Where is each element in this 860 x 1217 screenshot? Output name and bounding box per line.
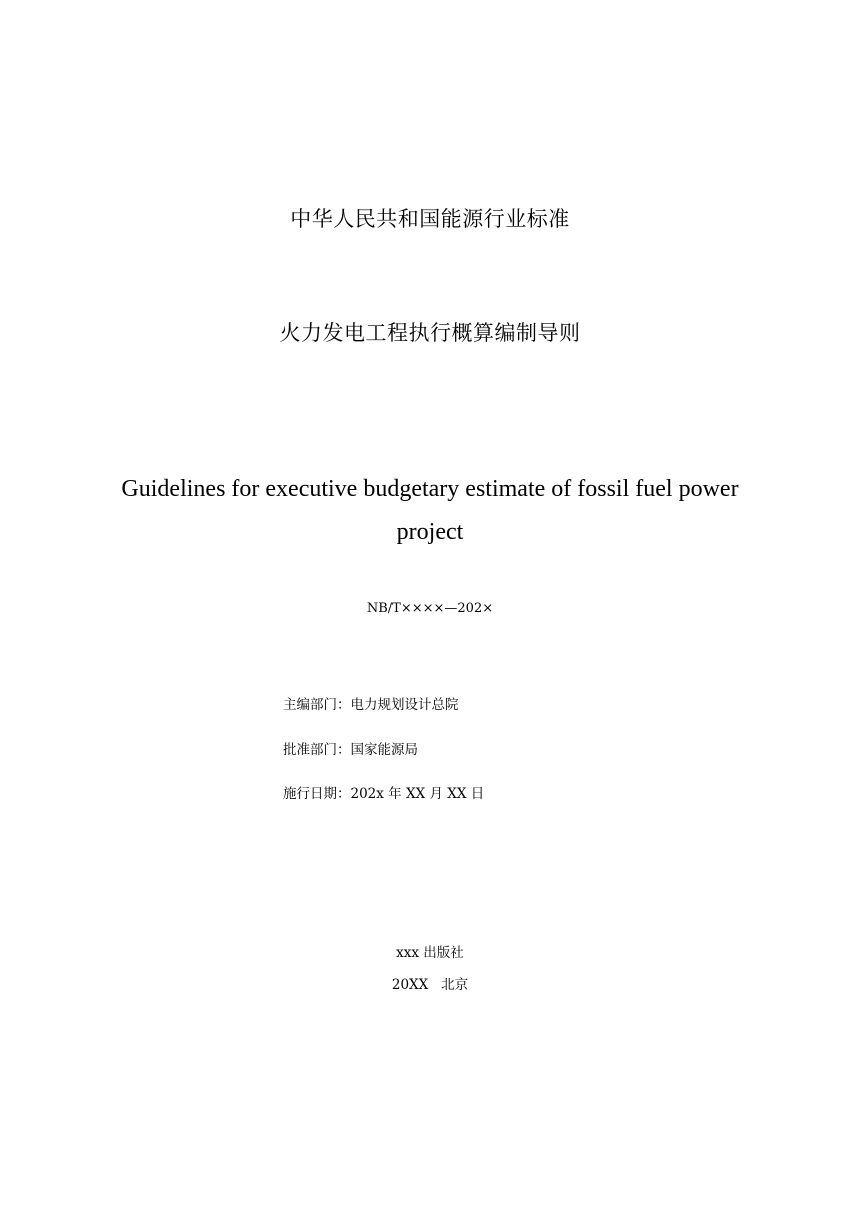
effective-date-row [283, 782, 484, 802]
effective-date-value: 202x 年 XX 月 XX 日 [350, 786, 485, 802]
approver-department-value: 国家能源局 [350, 742, 418, 758]
publish-year-place: 20XX 北京 [391, 977, 469, 993]
editor-department-value: 电力规划设计总院 [350, 697, 459, 713]
editor-department-row [283, 693, 459, 713]
effective-date-label: 施行日期： [283, 786, 351, 802]
approver-department-label: 批准部门： [283, 742, 351, 758]
approver-department-row [283, 738, 418, 758]
document-chinese-title: 火力发电工程执行概算编制导则 [279, 321, 581, 345]
document-english-title-line1: Guidelines for executive budgetary estimate of fossil fuel power [121, 476, 739, 502]
editor-department-label: 主编部门： [283, 697, 351, 713]
document-english-title-line2: project [396, 519, 464, 545]
publisher-name: xxx 出版社 [396, 945, 464, 961]
standard-category-title: 中华人民共和国能源行业标准 [290, 207, 570, 231]
standard-code: NB/T××××—202× [366, 601, 494, 616]
